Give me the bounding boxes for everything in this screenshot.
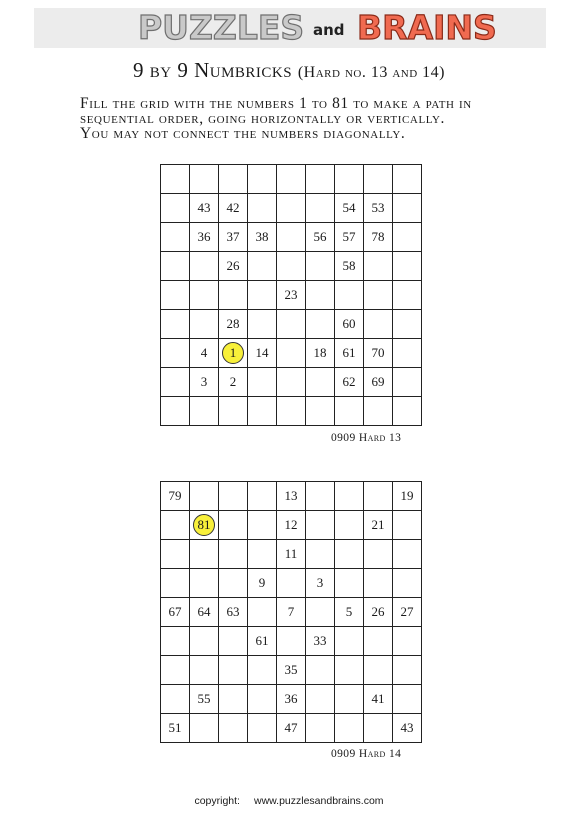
grid-cell[interactable]: 53: [364, 194, 393, 223]
grid-cell[interactable]: [277, 397, 306, 426]
grid-cell[interactable]: [190, 281, 219, 310]
grid-cell[interactable]: [219, 165, 248, 194]
grid-cell[interactable]: [190, 252, 219, 281]
grid-cell[interactable]: 38: [248, 223, 277, 252]
puzzle-grid-hard-14: [160, 481, 422, 743]
grid-cell[interactable]: [190, 627, 219, 656]
grid-cell[interactable]: [306, 252, 335, 281]
grid-cell[interactable]: [161, 223, 190, 252]
grid-cell[interactable]: 61: [335, 339, 364, 368]
grid-cell[interactable]: [393, 569, 422, 598]
grid-cell[interactable]: 2: [219, 368, 248, 397]
logo-and-text: and: [313, 21, 345, 39]
grid-cell[interactable]: 54: [335, 194, 364, 223]
grid-cell[interactable]: [393, 281, 422, 310]
grid-cell[interactable]: [393, 194, 422, 223]
grid-cell[interactable]: [306, 368, 335, 397]
grid-cell[interactable]: [306, 511, 335, 540]
grid-cell[interactable]: [190, 714, 219, 743]
grid-cell[interactable]: 67: [161, 598, 190, 627]
grid-cell[interactable]: [161, 685, 190, 714]
grid-cell[interactable]: [219, 339, 248, 368]
copyright-label: copyright:: [194, 795, 240, 807]
grid-cell[interactable]: 79: [161, 482, 190, 511]
grid-cell[interactable]: [306, 281, 335, 310]
grid-cell[interactable]: [335, 656, 364, 685]
grid-cell[interactable]: [161, 627, 190, 656]
grid-cell[interactable]: 62: [335, 368, 364, 397]
grid-cell[interactable]: [306, 165, 335, 194]
grid-cell[interactable]: [364, 310, 393, 339]
grid-cell[interactable]: [248, 194, 277, 223]
grid-cell[interactable]: 64: [190, 598, 219, 627]
grid-cell[interactable]: [277, 310, 306, 339]
grid-cell[interactable]: [190, 511, 219, 540]
grid-cell[interactable]: [364, 482, 393, 511]
grid-cell[interactable]: 26: [219, 252, 248, 281]
grid-cell[interactable]: [393, 165, 422, 194]
grid-cell[interactable]: 3: [190, 368, 219, 397]
grid-cell[interactable]: [248, 540, 277, 569]
grid-cell[interactable]: [248, 598, 277, 627]
grid-cell[interactable]: 42: [219, 194, 248, 223]
grid-cell[interactable]: 58: [335, 252, 364, 281]
highlighted-number-circle: 1: [222, 342, 244, 364]
grid-cell[interactable]: 51: [161, 714, 190, 743]
page-title: [0, 58, 578, 83]
grid-cell[interactable]: [248, 252, 277, 281]
grid-cell[interactable]: [219, 482, 248, 511]
grid-cell[interactable]: [277, 627, 306, 656]
grid-cell[interactable]: [219, 569, 248, 598]
grid-cell[interactable]: 35: [277, 656, 306, 685]
logo-puzzles-text: PUZZLES: [138, 8, 305, 47]
grid-cell[interactable]: [248, 685, 277, 714]
grid-cell[interactable]: 36: [277, 685, 306, 714]
grid-cell[interactable]: [190, 569, 219, 598]
grid-cell[interactable]: [190, 397, 219, 426]
grid-cell[interactable]: 61: [248, 627, 277, 656]
grid-cell[interactable]: [393, 397, 422, 426]
grid-cell[interactable]: [219, 627, 248, 656]
instruction-line: Fill the grid with the numbers 1 to 81 to make a path in: [80, 95, 472, 112]
grid-cell[interactable]: [248, 281, 277, 310]
grid-cell[interactable]: [306, 310, 335, 339]
grid-cell[interactable]: [219, 511, 248, 540]
grid-cell[interactable]: [277, 569, 306, 598]
grid-cell[interactable]: [161, 656, 190, 685]
grid-cell[interactable]: [190, 540, 219, 569]
page-title-main: 9 by 9 Numbricks: [132, 58, 293, 82]
grid-cell[interactable]: 13: [277, 482, 306, 511]
grid-cell[interactable]: [335, 482, 364, 511]
grid-cell[interactable]: [161, 194, 190, 223]
grid-cell[interactable]: 55: [190, 685, 219, 714]
grid-cell[interactable]: [335, 397, 364, 426]
grid-cell[interactable]: 4: [190, 339, 219, 368]
grid-cell[interactable]: 14: [248, 339, 277, 368]
footer-url-link[interactable]: www.puzzlesandbrains.com: [253, 795, 384, 807]
grid-cell[interactable]: [248, 714, 277, 743]
grid-cell[interactable]: 19: [393, 482, 422, 511]
grid-cell[interactable]: [219, 656, 248, 685]
grid-cell[interactable]: [335, 281, 364, 310]
grid-cell[interactable]: 41: [364, 685, 393, 714]
grid-cell[interactable]: [248, 310, 277, 339]
grid-cell[interactable]: [248, 368, 277, 397]
grid-cell[interactable]: [161, 569, 190, 598]
grid-cell[interactable]: [277, 339, 306, 368]
grid-cell[interactable]: [393, 223, 422, 252]
grid-cell[interactable]: 33: [306, 627, 335, 656]
grid-cell[interactable]: [161, 397, 190, 426]
grid-cell[interactable]: 70: [364, 339, 393, 368]
grid-cell[interactable]: [306, 714, 335, 743]
grid-cell[interactable]: [248, 397, 277, 426]
grid-cell[interactable]: [306, 656, 335, 685]
grid-cell[interactable]: [219, 540, 248, 569]
grid-cell[interactable]: [277, 194, 306, 223]
grid-cell[interactable]: 56: [306, 223, 335, 252]
grid-cell[interactable]: 47: [277, 714, 306, 743]
grid-cell[interactable]: [393, 627, 422, 656]
grid-cell[interactable]: 23: [277, 281, 306, 310]
grid-cell[interactable]: [306, 598, 335, 627]
grid-cell[interactable]: [335, 511, 364, 540]
grid-cell[interactable]: [248, 165, 277, 194]
grid-cell[interactable]: [335, 714, 364, 743]
site-logo-banner: [34, 8, 546, 48]
grid-cell[interactable]: [306, 194, 335, 223]
grid-cell[interactable]: 3: [306, 569, 335, 598]
grid-cell[interactable]: 78: [364, 223, 393, 252]
instructions: [80, 96, 550, 141]
grid-cell[interactable]: 43: [393, 714, 422, 743]
instruction-line: You may not connect the numbers diagonally.: [80, 125, 406, 142]
grid-cell[interactable]: [335, 165, 364, 194]
grid-cell[interactable]: [248, 482, 277, 511]
grid-cell[interactable]: [219, 397, 248, 426]
puzzle-grid-hard-13: [160, 164, 422, 426]
grid-cell[interactable]: [306, 540, 335, 569]
grid-cell[interactable]: [219, 685, 248, 714]
grid-cell[interactable]: [161, 252, 190, 281]
grid-cell[interactable]: [393, 511, 422, 540]
grid-cell[interactable]: 63: [219, 598, 248, 627]
grid-cell[interactable]: 37: [219, 223, 248, 252]
grid-cell[interactable]: [306, 482, 335, 511]
grid-cell[interactable]: [364, 569, 393, 598]
grid-cell[interactable]: [161, 310, 190, 339]
grid-cell[interactable]: [161, 165, 190, 194]
grid-cell[interactable]: 69: [364, 368, 393, 397]
grid-cell[interactable]: [364, 714, 393, 743]
grid-cell[interactable]: 12: [277, 511, 306, 540]
grid-cell[interactable]: [219, 714, 248, 743]
grid-cell[interactable]: [190, 482, 219, 511]
grid-cell[interactable]: [335, 685, 364, 714]
puzzle-caption-hard-13: 0909 Hard 13: [331, 432, 402, 444]
grid-cell[interactable]: [219, 281, 248, 310]
highlighted-number-circle: 81: [193, 514, 215, 536]
grid-cell[interactable]: [393, 540, 422, 569]
grid-cell[interactable]: [306, 397, 335, 426]
grid-cell[interactable]: [161, 339, 190, 368]
grid-cell[interactable]: [364, 252, 393, 281]
grid-cell[interactable]: 7: [277, 598, 306, 627]
grid-cell[interactable]: [248, 656, 277, 685]
grid-cell[interactable]: [393, 368, 422, 397]
grid-cell[interactable]: [190, 656, 219, 685]
logo-brains-text: BRAINS: [357, 8, 497, 47]
grid-cell[interactable]: [393, 252, 422, 281]
grid-cell[interactable]: 28: [219, 310, 248, 339]
grid-cell[interactable]: [335, 569, 364, 598]
grid-cell[interactable]: 18: [306, 339, 335, 368]
grid-cell[interactable]: [364, 540, 393, 569]
grid-cell[interactable]: 36: [190, 223, 219, 252]
grid-cell[interactable]: [161, 540, 190, 569]
grid-cell[interactable]: 5: [335, 598, 364, 627]
grid-cell[interactable]: [277, 368, 306, 397]
grid-cell[interactable]: [393, 656, 422, 685]
grid-cell[interactable]: 27: [393, 598, 422, 627]
grid-cell[interactable]: [364, 656, 393, 685]
grid-cell[interactable]: [161, 511, 190, 540]
grid-cell[interactable]: [393, 685, 422, 714]
grid-cell[interactable]: [161, 281, 190, 310]
grid-cell[interactable]: 11: [277, 540, 306, 569]
grid-cell[interactable]: [393, 310, 422, 339]
grid-cell[interactable]: [277, 223, 306, 252]
grid-cell[interactable]: [190, 310, 219, 339]
grid-cell[interactable]: 57: [335, 223, 364, 252]
puzzle-caption-hard-14: 0909 Hard 14: [331, 748, 402, 760]
grid-cell[interactable]: 9: [248, 569, 277, 598]
grid-cell[interactable]: [248, 511, 277, 540]
grid-cell[interactable]: [277, 165, 306, 194]
grid-cell[interactable]: [277, 252, 306, 281]
grid-cell[interactable]: 60: [335, 310, 364, 339]
grid-cell[interactable]: [335, 540, 364, 569]
grid-cell[interactable]: 26: [364, 598, 393, 627]
grid-cell[interactable]: [306, 685, 335, 714]
grid-cell[interactable]: [364, 165, 393, 194]
grid-cell[interactable]: [364, 627, 393, 656]
grid-cell[interactable]: [161, 368, 190, 397]
grid-cell[interactable]: 43: [190, 194, 219, 223]
grid-cell[interactable]: [190, 165, 219, 194]
grid-cell[interactable]: [335, 627, 364, 656]
grid-cell[interactable]: [393, 339, 422, 368]
grid-cell[interactable]: [364, 397, 393, 426]
grid-cell[interactable]: 21: [364, 511, 393, 540]
grid-cell[interactable]: [364, 281, 393, 310]
footer: [0, 795, 578, 807]
page-title-sub: (Hard no. 13 and 14): [297, 64, 445, 81]
instruction-line: sequential order, going horizontally or vertically.: [80, 110, 445, 127]
